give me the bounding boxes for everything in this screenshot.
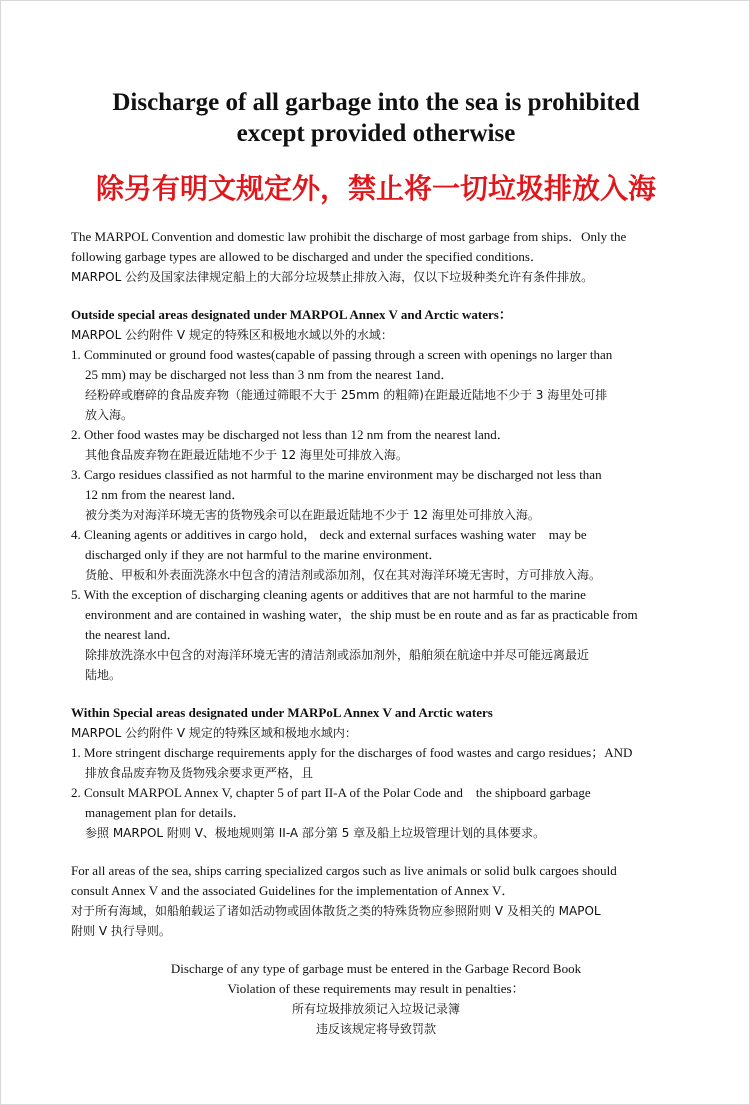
title-chinese: 除另有明文规定外，禁止将一切垃圾排放入海 [95,172,656,205]
footer-en-line2: Violation of these requirements may result in penalties： [227,981,525,996]
outside-heading-en: Outside special areas designated under MARPOL Annex V and Arctic waters： [71,307,512,322]
within-item-2-en-line1: 2. Consult MARPOL Annex V, chapter 5 of part II-A of the Polar Code and the shipboard garbage [71,785,591,800]
outside-item-5-en-line1: 5. With the exception of discharging cleaning agents or additives that are not harmful to the marine [71,587,586,602]
intro-en-line1: The MARPOL Convention and domestic law prohibit the discharge of most garbage from ships．Only the [71,229,627,244]
within-item-1-cn-line1: 排放食品废弃物及货物残余要求更严格，且 [85,766,314,780]
title-english-line2: except provided otherwise [236,120,516,147]
outside-item-5-cn-line1: 除排放洗涤水中包含的对海洋环境无害的清洁剂或添加剂外，船舶须在航途中并尽可能远离最近 [85,648,590,662]
within-item-2-cn-line1: 参照 MARPOL 附则 V、极地规则第 II-A 部分第 5 章及船上垃圾管理计划的具体要求。 [85,826,546,840]
within-item-1 [71,743,681,783]
within-item-2 [71,783,681,843]
within-section [71,703,681,843]
outside-item-4-cn-line1: 货舱、甲板和外表面洗涤水中包含的清洁剂或添加剂，仅在其对海洋环境无害时，方可排放入海。 [85,568,602,582]
outside-item-4 [71,525,681,585]
outside-item-3-en-line1: 3. Cargo residues classified as not harmful to the marine environment may be discharged not less than [71,467,602,482]
outside-item-2 [71,425,681,465]
footer-en-line1: Discharge of any type of garbage must be entered in the Garbage Record Book [170,961,582,976]
all-areas-cn-line2: 附则 V 执行导则。 [71,924,171,938]
footer-cn-line1: 所有垃圾排放须记入垃圾记录簿 [291,1002,460,1016]
within-item-2-en-line2: management plan for details． [85,805,246,820]
outside-item-5-cn-line2: 陆地。 [85,668,122,682]
intro-en-line2: following garbage types are allowed to be discharged and under the specified conditions． [71,249,543,264]
outside-item-3 [71,465,681,525]
title-english [41,87,711,149]
outside-item-3-en-line2: 12 nm from the nearest land． [85,487,245,502]
outside-item-1-en-line1: 1. Comminuted or ground food wastes(capable of passing through a screen with openings no larger than [71,347,613,362]
all-areas-cn-line1: 对于所有海域，如船舶载运了诸如活动物或固体散货之类的特殊货物应参照附则 V 及相关的 MAPOL [71,904,601,918]
outside-item-1-cn-line2: 放入海。 [85,408,134,422]
outside-item-5 [71,585,681,685]
intro-cn: MARPOL 公约及国家法律规定船上的大部分垃圾禁止排放入海，仅以下垃圾种类允许有条件排放。 [71,270,594,284]
within-heading-cn: MARPOL 公约附件 V 规定的特殊区域和极地水域内： [71,726,357,740]
outside-item-1 [71,345,681,425]
all-areas-en-line2: consult Annex V and the associated Guidelines for the implementation of Annex V． [71,883,515,898]
outside-item-1-cn-line1: 经粉碎或磨碎的食品废弃物（能通过筛眼不大于 25mm 的粗筛)在距最近陆地不少于 3 海里处可排 [85,388,608,402]
all-areas-en-line1: For all areas of the sea, ships carring specialized cargos such as live animals or solid bulk cargoes should [71,863,617,878]
outside-item-1-en-line2: 25 mm) may be discharged not less than 3 nm from the nearest 1and． [85,367,454,382]
footer-notice [71,959,681,1039]
outside-heading-cn: MARPOL 公约附件 V 规定的特殊区和极地水域以外的水域： [71,328,393,342]
outside-item-5-en-line3: the nearest land． [85,627,180,642]
outside-item-5-en-line2: environment and are contained in washing water，the ship must be en route and as far as practicable from [85,607,638,622]
body-text [71,227,681,1039]
outside-item-2-en-line1: 2. Other food wastes may be discharged not less than 12 nm from the nearest land． [71,427,510,442]
footer-cn-line2: 违反该规定将导致罚款 [315,1022,436,1036]
outside-item-4-en-line2: discharged only if they are not harmful to the marine environment． [85,547,442,562]
outside-item-4-en-line1: 4. Cleaning agents or additives in cargo hold， deck and external surfaces washing water may be [71,527,587,542]
outside-section [71,305,681,685]
title-english-line1: Discharge of all garbage into the sea is prohibited [112,89,640,116]
outside-item-2-cn-line1: 其他食品废弃物在距最近陆地不少于 12 海里处可排放入海。 [85,448,408,462]
all-areas-section [71,861,681,941]
within-heading-en: Within Special areas designated under MARPoL Annex V and Arctic waters [71,705,493,720]
intro [71,227,681,287]
outside-item-3-cn-line1: 被分类为对海洋环境无害的货物残余可以在距最近陆地不少于 12 海里处可排放入海。 [85,508,540,522]
within-item-1-en-line1: 1. More stringent discharge requirements apply for the discharges of food wastes and cargo residues；AND [71,745,633,760]
